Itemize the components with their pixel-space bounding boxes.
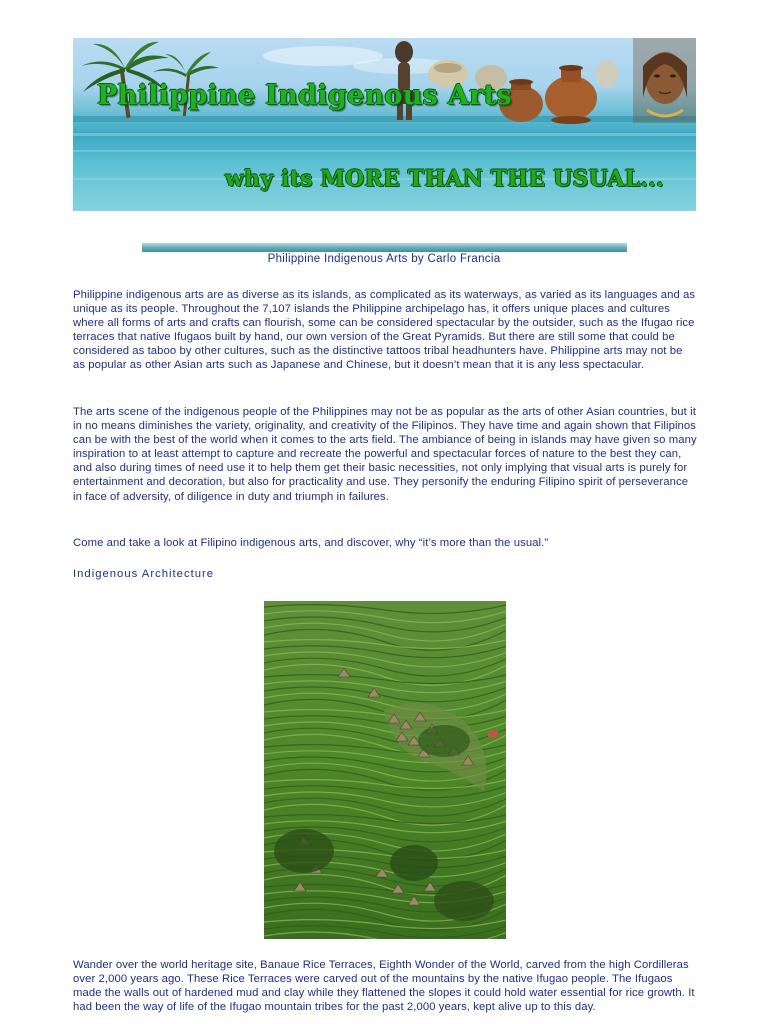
red-roof-icon [488,731,498,737]
banner-title: Philippine Indigenous Arts [97,80,512,111]
section-heading: Indigenous Architecture [73,568,215,580]
banner-tagline: why its MORE THAN THE USUAL... [225,166,664,192]
arts-scene-paragraph: The arts scene of the indigenous people of the Philippines may not be as popular as the arts of other Asian countries, but it in no means diminishes the variety, originality, and creativity of the Filipinos. They have time and again shown that Filipinos can be with the best of the world when it comes to the arts field. The ambiance of being in islands may have given so many inspiration to at least attempt to capture and recreate the powerful and spectacular forces of nature to the best they can, and also during times of need use it to help them get their basic necessities, not only implying that visual arts is purely for entertainment and decoration, but also for practicality and use. They personify the enduring Filipino spirit of perseverance in face of adversity, of diligence in duty and triumph in failures. [73,406,697,503]
rice-terraces-photo [264,601,506,939]
byline: Philippine Indigenous Arts by Carlo Francia [267,253,501,265]
invitation-paragraph: Come and take a look at Filipino indigenous arts, and discover, why “it’s more than the usual.” [73,537,549,549]
portrait-icon [633,38,696,123]
divider-bar [142,243,627,252]
header-banner [73,38,696,211]
rice-terraces-illustration [264,601,506,939]
closing-paragraph: Wander over the world heritage site, Banaue Rice Terraces, Eighth Wonder of the World, carved from the high Cordilleras over 2,000 years ago. These Rice Terraces were carved out of the mountains by the native Ifugao people. The Ifugaos made the walls out of hardened mud and clay while they flattened the slopes it could hold water essential for rice growth. It had been the way of life of the Ifugao mountain tribes for the past 2,000 years, kept alive up to this day. [73,959,695,1014]
intro-paragraph: Philippine indigenous arts are as diverse as its islands, as complicated as its waterways, as varied as its languages and as unique as its people. Throughout the 7,107 islands the Philippine archipelago has, it offers unique places and cultures where all forms of arts and crafts can flourish, some can be considered spectacular by the outsider, such as the Ifugao rice terraces that native Ifugaos built by hand, our own version of the Great Pyramids. But there are still some that could be considered as taboo by other cultures, such as the distinctive tattoos tribal headhunters have. Philippine arts may not be as popular as other Asian arts such as Japanese and Chinese, but it doesn’t mean that it is any less spectacular. [73,289,696,372]
